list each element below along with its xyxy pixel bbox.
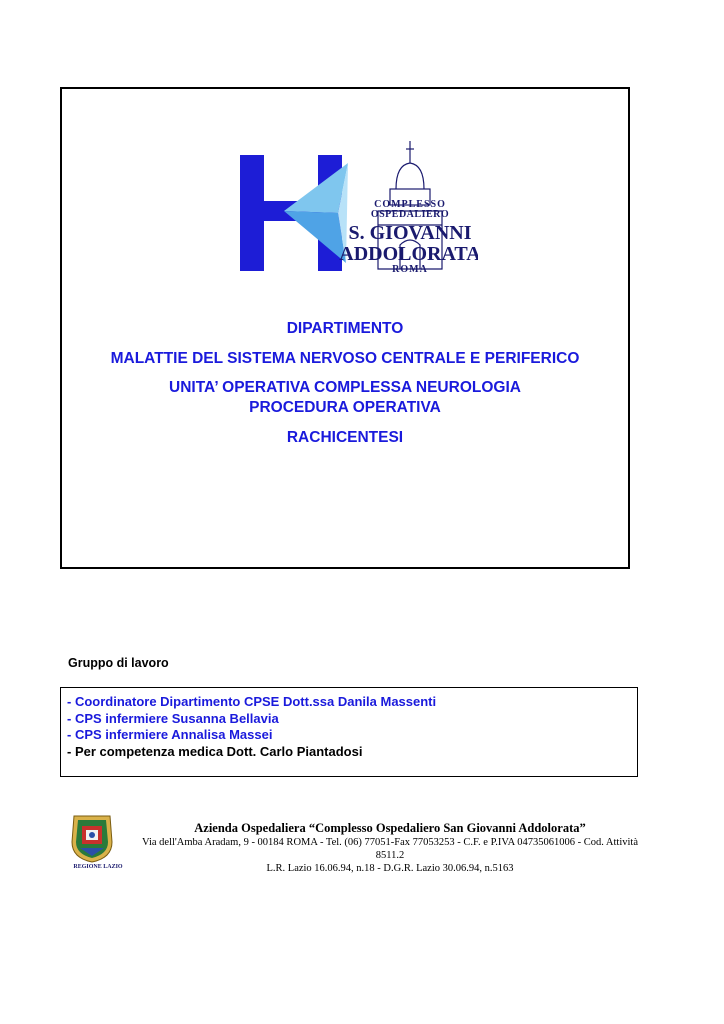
unit-name: UNITA’ OPERATIVA COMPLESSA NEUROLOGIA [169,379,521,396]
emblem-label: REGIONE LAZIO [73,864,123,870]
hospital-logo-graphic [238,141,478,276]
procedure-label: PROCEDURA OPERATIVA [249,399,441,416]
footer [60,812,660,882]
logo-text-line1: COMPLESSO [374,199,446,210]
work-group-box [60,687,638,777]
logo-prism-top [284,163,348,213]
footer-title: Azienda Ospedaliera “Complesso Ospedaliero San Giovanni Addolorata” [194,821,586,835]
cover-box [60,87,630,569]
regione-lazio-emblem-icon [66,812,123,874]
regione-lazio-emblem-graphic [66,812,118,864]
procedure-title: RACHICENTESI [286,429,404,446]
logo-text-line5: ROMA [392,264,428,275]
member-item: - CPS infermiere Annalisa Massei [67,727,273,742]
member-item: - Coordinatore Dipartimento CPSE Dott.ssa Danila Massenti [67,694,437,709]
department-label: DIPARTIMENTO [286,320,404,337]
logo-text-line3: S. GIOVANNI [348,222,472,244]
footer-text [128,820,652,875]
department-name: MALATTIE DEL SISTEMA NERVOSO CENTRALE E PERIFERICO [110,350,580,367]
footer-address: Via dell'Amba Aradam, 9 - 00184 ROMA - Tel. (06) 77051-Fax 77053253 - C.F. e P.IVA 04735061006 - Cod. Attività 8511.2 [142,837,638,861]
logo-text-line2: OSPEDALIERO [370,209,450,220]
work-group-heading: Gruppo di lavoro [68,656,169,670]
logo-h-left-bar [240,155,264,271]
logo-text-line4: ADDOLORATA [339,243,478,265]
member-item: - CPS infermiere Susanna Bellavia [67,710,279,726]
footer-law: L.R. Lazio 16.06.94, n.18 - D.G.R. Lazio 30.06.94, n.5163 [266,863,514,874]
hospital-logo [238,141,478,276]
member-item: - Per competenza medica Dott. Carlo Piantadosi [67,743,363,759]
